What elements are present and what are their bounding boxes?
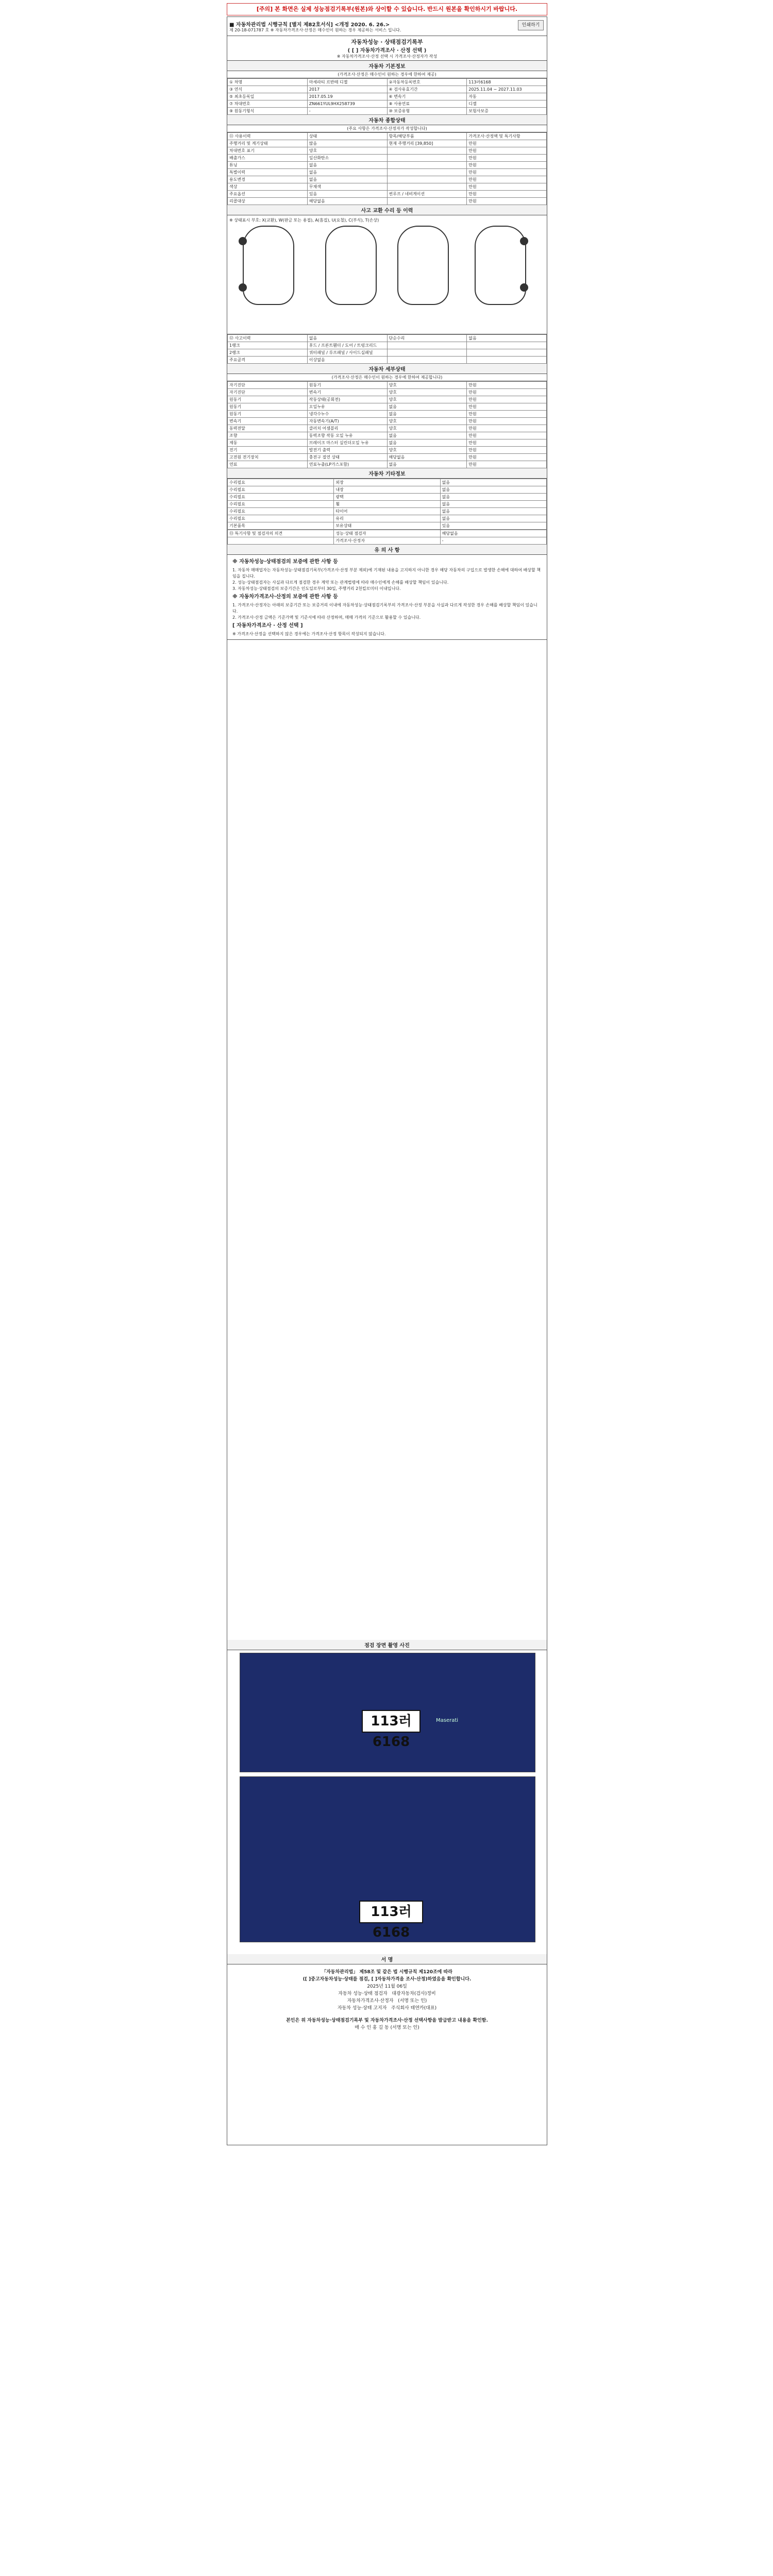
table-cell: 만원 <box>467 432 547 439</box>
seller-name: 주식회사 태연카(대표) <box>391 2006 437 2011</box>
table-cell: 2랭크 <box>228 349 308 357</box>
table-cell: 만원 <box>467 418 547 425</box>
table-cell: ⑪ 사용이력 <box>228 133 308 140</box>
table-cell: 만원 <box>467 183 547 191</box>
notice-paragraph: 2. 가격조사·산정 금액은 기준가액 및 기준서에 따라 산정하며, 매매 가격의 기준으로 활용할 수 있습니다. <box>232 615 421 620</box>
table-row <box>228 425 547 432</box>
table-cell: 용도변경 <box>228 176 308 183</box>
table-cell <box>387 169 467 176</box>
table-cell: 항목/해당부품 <box>387 133 467 140</box>
pricer-name: (서명 또는 인) <box>398 1998 427 2004</box>
value-cell: 2025.11.04 ~ 2027.11.03 <box>467 86 547 93</box>
value-cell: 보험사보증 <box>467 108 547 115</box>
table-cell <box>387 155 467 162</box>
value-cell: 2017 <box>307 86 387 93</box>
basic-info-table <box>227 78 547 115</box>
table-row <box>228 432 547 439</box>
label-cell: ⑨ 원동기형식 <box>228 108 308 115</box>
notice-block <box>227 555 547 640</box>
table-cell: 있음 <box>440 522 546 530</box>
sheet-header <box>227 17 547 36</box>
signature-block <box>227 1965 547 2035</box>
table-cell <box>467 357 547 364</box>
notice-subheading: ※ 자동차가격조사·산정의 보증에 관한 사항 등 <box>232 594 338 600</box>
table-row <box>228 108 547 115</box>
table-cell <box>387 349 467 357</box>
table-cell <box>387 183 467 191</box>
table-row <box>228 479 547 486</box>
table-cell: 자동변속기(A/T) <box>307 418 387 425</box>
table-cell: 변속기 <box>307 389 387 396</box>
table-cell: 없음 <box>440 486 546 494</box>
pricer-label: 자동차가격조사·산정자 <box>347 1998 394 2004</box>
table-row <box>228 447 547 454</box>
label-cell: ②자동차등록번호 <box>387 79 467 86</box>
table-cell: 자기진단 <box>228 382 308 389</box>
brand-badge: Maserati <box>436 1718 459 1723</box>
table-cell: 만원 <box>467 140 547 147</box>
table-cell: 후드 / 프론트휀더 / 도어 / 트렁크리드 <box>307 342 387 349</box>
table-row <box>228 508 547 515</box>
table-cell: 없음 <box>307 169 387 176</box>
table-row <box>228 335 547 342</box>
notice-paragraph: ※ 가격조사·산정을 선택하지 않은 경우에는 가격조사·산정 항목이 작성되지 않습니다. <box>232 632 386 636</box>
value-cell: 113러6168 <box>467 79 547 86</box>
table-row <box>228 100 547 108</box>
table-row <box>228 342 547 349</box>
table-cell: 이상없음 <box>307 357 387 364</box>
table-cell: 없음 <box>307 162 387 169</box>
table-cell: 연료 <box>228 461 308 468</box>
table-cell: 양호 <box>387 382 467 389</box>
document-note: ※ 자동차가격조사·산정 선택 시 가격조사·산정자가 작성 <box>337 54 438 59</box>
detail-heading: 자동차 세부상태 <box>227 364 547 374</box>
table-cell: 기본품목 <box>228 522 334 530</box>
table-row <box>228 486 547 494</box>
signature-date: 2025년 11월 06일 <box>367 1984 407 1989</box>
table-cell: 충전구 절연 상태 <box>307 454 387 461</box>
table-cell: 만원 <box>467 447 547 454</box>
table-cell: 해당없음 <box>440 530 546 537</box>
accident-table <box>227 334 547 364</box>
table-cell: 없음 <box>467 335 547 342</box>
performer-label: 자동차 성능·상태 점검자 <box>338 1991 388 1996</box>
label-cell: ⑧ 사용연료 <box>387 100 467 108</box>
form-reference: ■ 자동차관리법 시행규칙 [별지 제82호서식] <개정 2020. 6. 26.> <box>229 22 390 28</box>
table-cell: 특별이력 <box>228 169 308 176</box>
table-row <box>228 494 547 501</box>
table-cell: 없음 <box>387 403 467 411</box>
accident-heading: 사고 교환 수리 등 이력 <box>227 205 547 215</box>
table-cell: 1랭크 <box>228 342 308 349</box>
detail-table <box>227 381 547 468</box>
notice-subheading: ※ 자동차성능·상태점검의 보증에 관한 사항 등 <box>232 559 338 565</box>
table-cell: 고전원 전기장치 <box>228 454 308 461</box>
table-row <box>228 198 547 205</box>
table-cell: 휠 <box>334 501 440 508</box>
table-row <box>228 176 547 183</box>
receiver-line: 매 수 인 홍 길 동 (서명 또는 인) <box>355 2025 419 2030</box>
table-cell <box>387 342 467 349</box>
photos-heading: 점검 장면 촬영 사진 <box>227 1640 547 1650</box>
car-right-side-icon <box>475 226 526 305</box>
table-cell: 수리필요 <box>228 515 334 522</box>
value-cell: 마세라티 르반떼 디젤 <box>307 79 387 86</box>
table-cell: 가격조사·산정자 <box>334 537 440 545</box>
license-plate: 113러 6168 <box>362 1710 421 1733</box>
table-cell: 수리필요 <box>228 479 334 486</box>
table-row <box>228 147 547 155</box>
table-row <box>228 155 547 162</box>
table-cell: 없음 <box>307 335 387 342</box>
table-cell: 양호 <box>307 147 387 155</box>
table-cell: 상태 <box>307 133 387 140</box>
table-cell: 작동상태(공회전) <box>307 396 387 403</box>
table-cell: 양호 <box>387 425 467 432</box>
table-cell <box>228 537 334 545</box>
document-title: 자동차성능 · 상태점검기록부 <box>351 39 423 45</box>
table-cell <box>467 342 547 349</box>
signature-heading: 서 명 <box>227 1954 547 1964</box>
print-button[interactable]: 인쇄하기 <box>518 20 544 30</box>
table-cell: 주요골격 <box>228 357 308 364</box>
table-cell: 만원 <box>467 461 547 468</box>
remarks-table <box>227 530 547 545</box>
table-cell: 양호 <box>387 389 467 396</box>
signature-statement: 「자동차관리법」 제58조 및 같은 법 시행규칙 제120조에 따라 <box>322 1970 452 1975</box>
table-row <box>228 357 547 364</box>
status-legend: ※ 상태표시 부호: X(교환), W(판금 또는 용접), A(흠집), U(요철), C(부식), T(손상) <box>229 218 379 223</box>
value-cell: - <box>307 108 387 115</box>
table-row <box>228 515 547 522</box>
wheel-icon <box>520 237 528 245</box>
table-cell: 튜닝 <box>228 162 308 169</box>
table-cell <box>387 176 467 183</box>
record-number: 제 20-18-071787 호 ※ 자동차가격조사·산정은 매수인이 원하는 경우 제공하는 서비스 입니다. <box>229 28 401 32</box>
table-cell: 원동기 <box>307 382 387 389</box>
table-cell: 없음 <box>307 176 387 183</box>
document-title-block <box>227 36 547 61</box>
wheel-icon <box>520 283 528 292</box>
table-cell: 색상 <box>228 183 308 191</box>
table-cell: 내장 <box>334 486 440 494</box>
table-row <box>228 537 547 545</box>
value-cell: 자동 <box>467 93 547 100</box>
table-row <box>228 183 547 191</box>
table-cell: 만원 <box>467 439 547 447</box>
detail-note: (가격조사·산정은 매수인이 원하는 경우에 한하여 제공합니다) <box>227 374 547 381</box>
table-cell: 없음 <box>387 461 467 468</box>
notice-subheading: [ 자동차가격조사 · 산정 선택 ] <box>232 623 303 629</box>
table-cell: 만원 <box>467 382 547 389</box>
table-cell: 현재 주행거리 [39,850] <box>387 140 467 147</box>
table-cell <box>387 198 467 205</box>
table-cell <box>387 357 467 364</box>
table-cell: 전기 <box>228 447 308 454</box>
table-cell: 없음 <box>440 508 546 515</box>
car-bottom-view-icon <box>397 226 449 305</box>
table-cell: 해당없음 <box>307 198 387 205</box>
table-cell: 양호 <box>387 396 467 403</box>
table-cell: 없음 <box>440 479 546 486</box>
car-diagram <box>227 215 547 334</box>
table-cell: 만원 <box>467 147 547 155</box>
notice-paragraph: 3. 자동차성능·상태점검의 보증기간은 인도일로부터 30일, 주행거리 2천킬로미터 이내입니다. <box>232 586 401 591</box>
table-cell: 브레이크 마스터 실린더오일 누유 <box>307 439 387 447</box>
inspection-record-sheet <box>227 16 547 2145</box>
table-row <box>228 162 547 169</box>
table-cell: 없음 <box>387 411 467 418</box>
seller-label: 자동차 성능·상태 고지자 <box>337 2006 387 2011</box>
table-cell: 원동기 <box>228 396 308 403</box>
label-cell: ⑥ 변속기 <box>387 93 467 100</box>
table-row <box>228 454 547 461</box>
table-row <box>228 79 547 86</box>
table-cell: 만원 <box>467 198 547 205</box>
warning-banner: [주의] 본 화면은 실제 성능점검기록부(원본)와 상이할 수 있습니다. 반드시 원본을 확인하시기 바랍니다. <box>227 3 547 15</box>
table-cell: 배출가스 <box>228 155 308 162</box>
basic-info-heading: 자동차 기본정보 <box>227 61 547 71</box>
label-cell: ⑤ 최초등록일 <box>228 93 308 100</box>
wheel-icon <box>239 283 247 292</box>
table-cell <box>467 349 547 357</box>
table-cell: 만원 <box>467 191 547 198</box>
table-row <box>228 191 547 198</box>
table-cell: 차대번호 표기 <box>228 147 308 155</box>
table-row <box>228 403 547 411</box>
table-cell: 만원 <box>467 454 547 461</box>
table-cell: 만원 <box>467 176 547 183</box>
table-cell: 일산화탄소 <box>307 155 387 162</box>
table-row <box>228 349 547 357</box>
table-cell: 없음 <box>440 494 546 501</box>
table-row <box>228 522 547 530</box>
wheel-icon <box>239 237 247 245</box>
value-cell: 디젤 <box>467 100 547 108</box>
table-cell: 리콜대상 <box>228 198 308 205</box>
value-cell: ZN661YUL9HX258739 <box>307 100 387 108</box>
table-cell: 광택 <box>334 494 440 501</box>
table-cell: 연료누출(LP가스포함) <box>307 461 387 468</box>
table-row <box>228 439 547 447</box>
table-cell: 썬루프 / 네비게이션 <box>387 191 467 198</box>
car-top-view-icon <box>325 226 377 305</box>
table-cell: 수리필요 <box>228 501 334 508</box>
table-cell: 조향 <box>228 432 308 439</box>
table-cell: 해당없음 <box>387 454 467 461</box>
notice-heading: 유 의 사 항 <box>227 545 547 555</box>
table-cell: 원동기 <box>228 403 308 411</box>
table-row <box>228 411 547 418</box>
table-row <box>228 461 547 468</box>
table-cell: ⑫ 사고이력 <box>228 335 308 342</box>
table-cell: 쿼터패널 / 루프패널 / 사이드실패널 <box>307 349 387 357</box>
table-cell: 변속기 <box>228 418 308 425</box>
table-row <box>228 133 547 140</box>
table-row <box>228 140 547 147</box>
table-row <box>228 418 547 425</box>
table-cell: 만원 <box>467 162 547 169</box>
table-cell: 만원 <box>467 403 547 411</box>
label-cell: ⑦ 차대번호 <box>228 100 308 108</box>
notice-paragraph: 1. 가격조사·산정자는 아래의 보증기간 또는 보증거리 이내에 자동차성능·상태점검기록부의 가격조사·산정 부분을 사실과 다르게 작성한 경우 손해를 배상할 책임이 있습니다. <box>232 603 537 614</box>
table-cell: 없음 <box>387 439 467 447</box>
general-condition-table <box>227 132 547 205</box>
table-cell: 만원 <box>467 169 547 176</box>
value-cell: 2017.05.19 <box>307 93 387 100</box>
table-row <box>228 169 547 176</box>
table-cell: 무채색 <box>307 183 387 191</box>
signature-statement: ([ ]중고자동차성능·상태를 점검, [ ]자동차가격을 조사·산정)하였음을 확인합니다. <box>303 1977 472 1982</box>
table-row <box>228 389 547 396</box>
label-cell: ④ 검사유효기간 <box>387 86 467 93</box>
table-cell: 주요옵션 <box>228 191 308 198</box>
other-info-table <box>227 479 547 530</box>
table-cell: 동력조향 작동 오일 누유 <box>307 432 387 439</box>
car-left-side-icon <box>243 226 294 305</box>
table-cell: 많음 <box>307 140 387 147</box>
table-cell: 수리필요 <box>228 494 334 501</box>
table-cell: 만원 <box>467 396 547 403</box>
basic-info-note: (가격조사·산정은 매수인이 원하는 경우에 한하여 제공) <box>227 71 547 78</box>
notice-paragraph: 2. 성능·상태점검자는 사실과 다르게 점검한 경우 계약 또는 관계법령에 따라 매수인에게 손해를 배상할 책임이 있습니다. <box>232 580 449 585</box>
table-row <box>228 396 547 403</box>
table-cell: 없음 <box>440 515 546 522</box>
table-cell: 오일누유 <box>307 403 387 411</box>
table-cell: 양호 <box>387 418 467 425</box>
document-subtitle: ( [ ] 자동차가격조사 · 산정 선택 ) <box>347 48 427 54</box>
table-cell: 만원 <box>467 411 547 418</box>
table-row <box>228 93 547 100</box>
table-row <box>228 530 547 537</box>
table-row <box>228 382 547 389</box>
table-row <box>228 86 547 93</box>
table-cell: 성능·상태 점검자 <box>334 530 440 537</box>
other-info-heading: 자동차 기타정보 <box>227 468 547 479</box>
table-cell: 타이어 <box>334 508 440 515</box>
front-photo <box>240 1776 535 1942</box>
general-condition-heading: 자동차 종합상태 <box>227 115 547 125</box>
table-cell: 자기진단 <box>228 389 308 396</box>
table-cell: 수리필요 <box>228 508 334 515</box>
rear-photo <box>240 1653 535 1772</box>
table-cell: 양호 <box>387 447 467 454</box>
table-cell: 외장 <box>334 479 440 486</box>
table-cell: 발전기 출력 <box>307 447 387 454</box>
table-cell: 없음 <box>440 501 546 508</box>
table-cell: ⑬ 특기사항 및 점검자의 의견 <box>228 530 334 537</box>
table-cell: 만원 <box>467 425 547 432</box>
confirmation-text: 본인은 위 자동차성능·상태점검기록부 및 자동차가격조사·산정 선택사항을 발급받고 내용을 확인함. <box>286 2018 488 2023</box>
label-cell: ① 차명 <box>228 79 308 86</box>
label-cell: ③ 연식 <box>228 86 308 93</box>
table-cell <box>387 147 467 155</box>
table-cell: 제동 <box>228 439 308 447</box>
table-cell: 만원 <box>467 389 547 396</box>
general-condition-note: (주요 사항은 가격조사·산정자가 작성합니다) <box>227 125 547 132</box>
table-cell: 클러치 어셈블리 <box>307 425 387 432</box>
notice-paragraph: 1. 자동차 매매업자는 자동차성능·상태점검기록부(가격조사·산정 부분 제외)에 기재된 내용을 고지하지 아니한 경우 해당 자동차의 구입으로 발생한 손해에 대하여 배상할 책임을 집니다. <box>232 568 541 579</box>
table-row <box>228 501 547 508</box>
table-cell: 원동기 <box>228 411 308 418</box>
table-cell: 만원 <box>467 155 547 162</box>
table-cell: - <box>440 537 546 545</box>
table-cell: 수리필요 <box>228 486 334 494</box>
table-cell: 없음 <box>387 432 467 439</box>
performer-name: 대광자동차(검사)정비 <box>392 1991 436 1996</box>
table-cell: 있음 <box>307 191 387 198</box>
license-plate: 113러 6168 <box>359 1901 423 1923</box>
label-cell: ⑩ 보증유형 <box>387 108 467 115</box>
table-cell: 냉각수누수 <box>307 411 387 418</box>
table-cell: 보유상태 <box>334 522 440 530</box>
table-cell: 동력전달 <box>228 425 308 432</box>
table-cell: 단순수리 <box>387 335 467 342</box>
table-cell <box>387 162 467 169</box>
table-cell: 가격조사·산정액 및 특기사항 <box>467 133 547 140</box>
table-cell: 주행거리 및 계기상태 <box>228 140 308 147</box>
table-cell: 유리 <box>334 515 440 522</box>
